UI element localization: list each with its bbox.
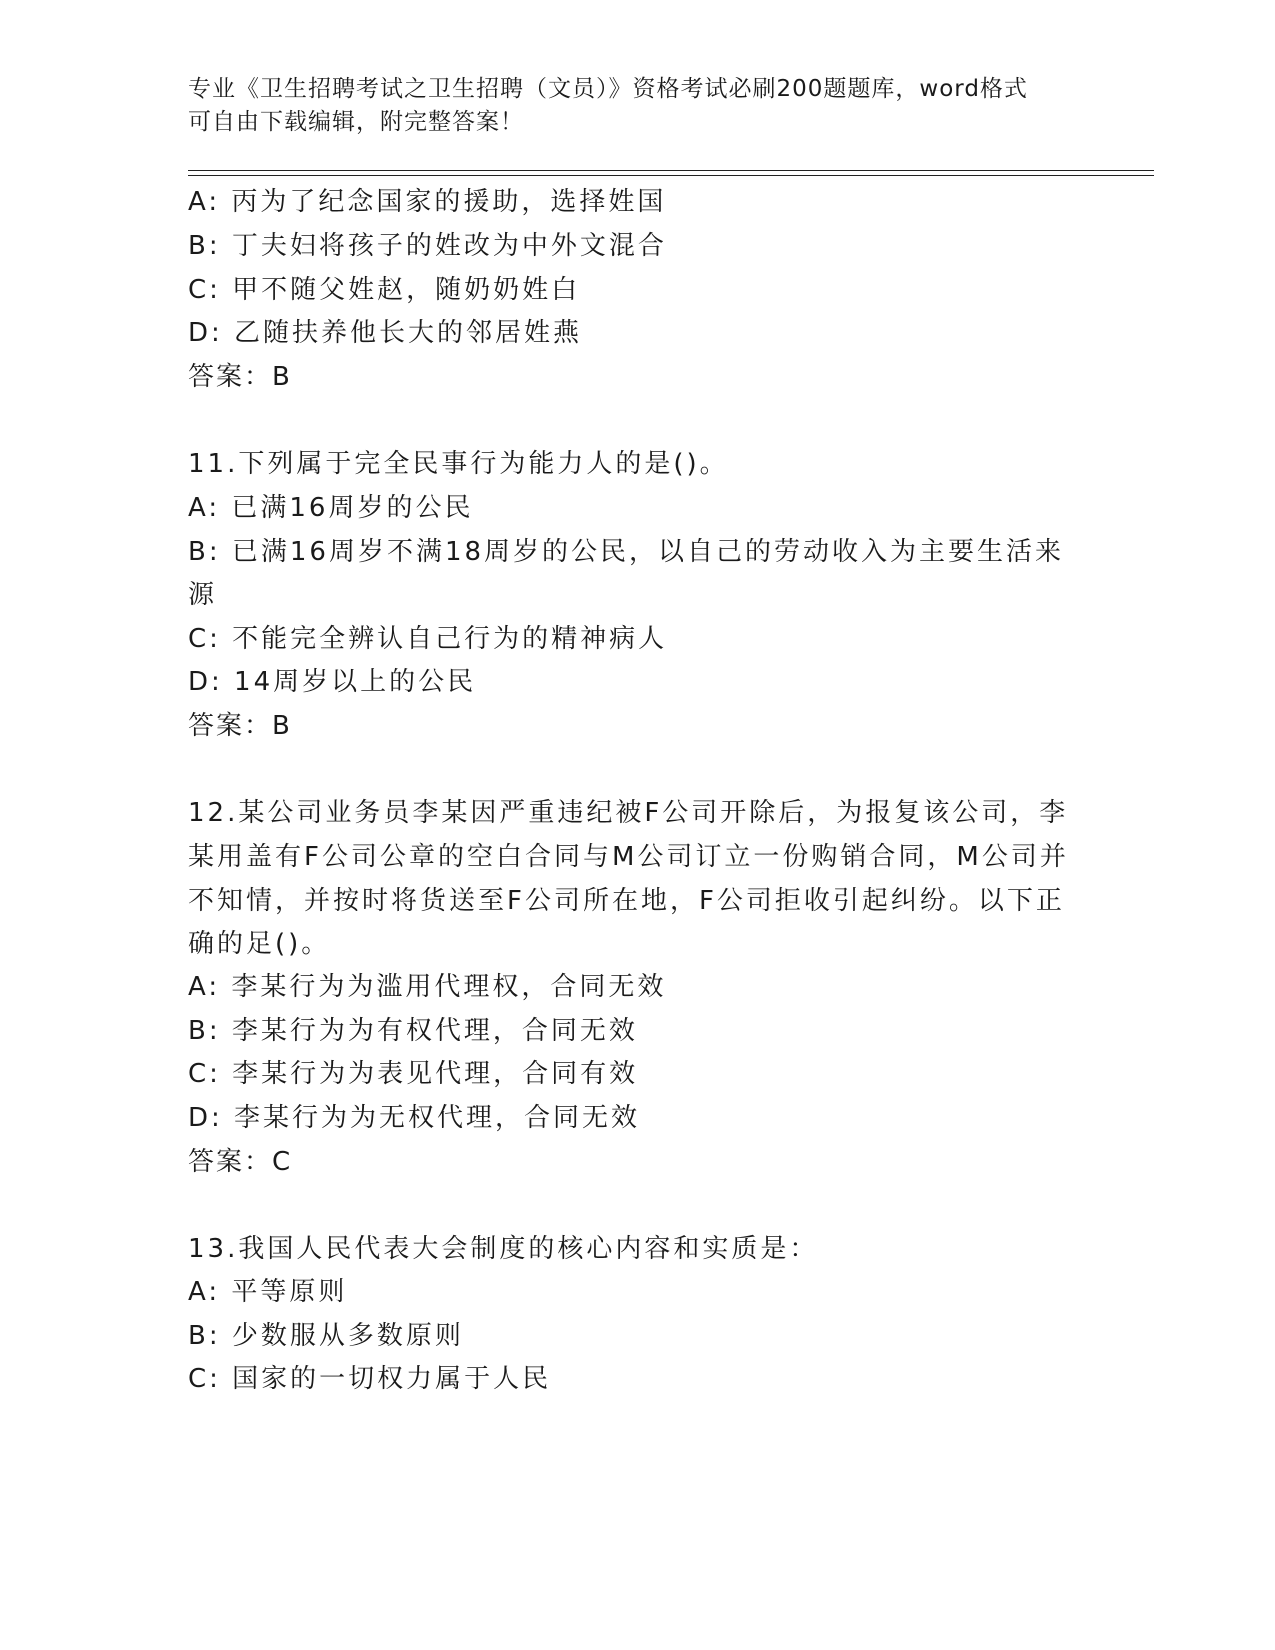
q11-option-b-continued: 源 [188, 580, 218, 610]
q12-stem-line-2: 某用盖有F公司公章的空白合同与M公司订立一份购销合同，M公司并 [188, 842, 1069, 872]
q10-option-b: B: 丁夫妇将孩子的姓改为中外文混合 [188, 231, 667, 261]
q11-stem: 11.下列属于完全民事行为能力人的是()。 [188, 449, 729, 479]
q12-option-d: D: 李某行为为无权代理，合同无效 [188, 1103, 641, 1133]
document-header [188, 73, 1088, 139]
q10-answer: 答案：B [188, 362, 292, 392]
header-rule-top [188, 170, 1154, 171]
q11-answer: 答案：B [188, 711, 292, 741]
header-rule-bottom [188, 175, 1154, 176]
q12-answer: 答案：C [188, 1147, 293, 1177]
q11-option-d: D: 14周岁以上的公民 [188, 667, 477, 697]
q13-option-c: C: 国家的一切权力属于人民 [188, 1364, 552, 1394]
q12-option-a: A: 李某行为为滥用代理权，合同无效 [188, 972, 667, 1002]
q11-option-a: A: 已满16周岁的公民 [188, 493, 474, 523]
header-line-2: 可自由下载编辑，附完整答案！ [188, 109, 524, 135]
q13-option-b: B: 少数服从多数原则 [188, 1321, 464, 1351]
header-line-1: 专业《卫生招聘考试之卫生招聘（文员）》资格考试必刷200题题库，word格式 [188, 76, 1028, 102]
q12-stem-line-4: 确的足()。 [188, 929, 331, 959]
q12-option-c: C: 李某行为为表见代理，合同有效 [188, 1059, 639, 1089]
q13-stem: 13.我国人民代表大会制度的核心内容和实质是： [188, 1234, 819, 1264]
q11-option-b: B: 已满16周岁不满18周岁的公民，以自己的劳动收入为主要生活来 [188, 537, 1065, 567]
q11-option-c: C: 不能完全辨认自己行为的精神病人 [188, 624, 668, 654]
q10-option-c: C: 甲不随父姓赵，随奶奶姓白 [188, 275, 581, 305]
q10-option-a: A: 丙为了纪念国家的援助，选择姓国 [188, 187, 667, 217]
q10-option-d: D: 乙随扶养他长大的邻居姓燕 [188, 318, 583, 348]
q12-stem-line-1: 12.某公司业务员李某因严重违纪被F公司开除后，为报复该公司，李 [188, 798, 1069, 828]
q12-option-b: B: 李某行为为有权代理，合同无效 [188, 1016, 638, 1046]
q13-option-a: A: 平等原则 [188, 1277, 348, 1307]
q12-stem-line-3: 不知情，并按时将货送至F公司所在地，F公司拒收引起纠纷。以下正 [188, 886, 1065, 916]
